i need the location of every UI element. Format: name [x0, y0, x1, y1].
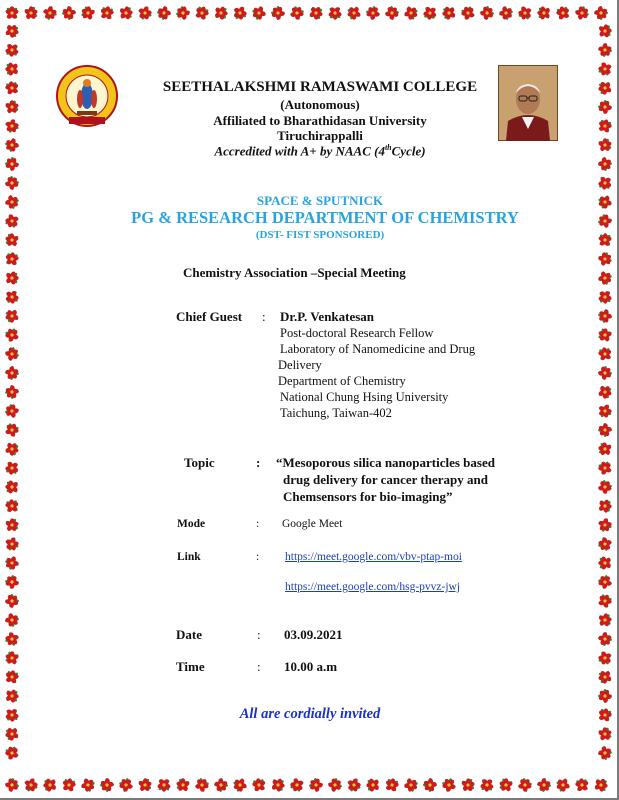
border-flower [4, 22, 21, 39]
border-flower [596, 516, 615, 535]
border-flower [596, 459, 614, 477]
border-flower [384, 777, 401, 793]
border-flower [59, 3, 79, 23]
border-flower [595, 573, 614, 592]
border-flower [4, 726, 20, 743]
link-label: Link [177, 551, 201, 563]
border-flower [2, 154, 22, 174]
border-flower [3, 440, 20, 458]
border-flower [515, 775, 534, 794]
border-flower [554, 776, 572, 794]
guest-lab-cont: Delivery [278, 358, 322, 372]
border-flower [402, 775, 421, 794]
border-flower [595, 420, 615, 440]
border-flower [193, 4, 211, 22]
border-flower [422, 5, 438, 20]
border-flower [157, 778, 171, 792]
border-flower [595, 743, 614, 763]
border-flower [61, 777, 78, 793]
border-flower [2, 775, 21, 795]
border-flower [2, 382, 22, 402]
border-flower [596, 136, 613, 154]
chief-guest-colon: : [262, 309, 266, 324]
guest-location: Taichung, Taiwan-402 [280, 406, 392, 420]
border-flower [595, 211, 614, 230]
border-flower [99, 5, 115, 21]
closing-note: All are cordially invited [239, 706, 381, 722]
border-flower [595, 97, 615, 117]
time-colon: : [257, 659, 261, 674]
date-value: 03.09.2021 [284, 627, 343, 642]
border-flower [595, 629, 615, 648]
border-flower [79, 776, 98, 795]
border-flower [4, 251, 20, 266]
chief-guest-name: Dr.P. Venkatesan [280, 309, 375, 324]
border-flower [137, 776, 154, 793]
border-flower [3, 535, 21, 553]
border-flower [591, 3, 611, 23]
mode-value: Google Meet [282, 518, 343, 530]
guest-lab: Laboratory of Nanomedicine and Drug [280, 342, 476, 356]
meet-link-1[interactable]: https://meet.google.com/vbv-ptap-moi [285, 551, 462, 563]
meet-link-2[interactable]: https://meet.google.com/hsg-pvvz-jwj [285, 581, 461, 593]
border-flower [173, 3, 192, 22]
border-flower [441, 5, 456, 21]
border-flower [231, 776, 249, 795]
border-flower [596, 326, 614, 344]
border-flower [595, 534, 614, 553]
border-flower [596, 592, 615, 610]
border-flower [363, 3, 382, 22]
border-flower [2, 572, 22, 591]
link-colon: : [256, 551, 260, 563]
border-flower [345, 4, 362, 22]
border-flower [154, 3, 173, 23]
border-flower [40, 3, 59, 22]
border-flower [598, 23, 613, 38]
border-flower [3, 630, 22, 649]
border-flower [496, 3, 515, 22]
border-flower [459, 4, 478, 22]
border-flower [597, 707, 614, 723]
border-flower [4, 516, 21, 533]
border-flower [308, 4, 325, 21]
border-flower [595, 154, 615, 174]
border-flower [516, 4, 534, 21]
border-flower [118, 5, 133, 21]
border-flower [596, 118, 613, 135]
border-flower [460, 777, 476, 794]
mode-colon: : [256, 518, 260, 530]
border-flower [4, 708, 19, 722]
border-flower [598, 498, 613, 513]
border-flower [477, 3, 497, 23]
border-flower [79, 4, 97, 23]
border-flower [4, 499, 20, 514]
border-flower [4, 669, 21, 685]
border-flower [597, 346, 613, 362]
border-flower [4, 460, 20, 476]
time-value: 10.00 a.m [284, 659, 338, 674]
event-title: Chemistry Association –Special Meeting [183, 265, 406, 280]
border-flower [3, 212, 22, 230]
border-flower [537, 6, 551, 21]
border-flower [232, 5, 249, 21]
topic-label: Topic [184, 455, 215, 470]
border-flower [251, 777, 267, 793]
border-flower [268, 3, 288, 23]
border-flower [5, 6, 19, 20]
border-flower [97, 775, 117, 795]
border-flower [175, 776, 192, 794]
border-flower [497, 776, 514, 794]
college-accreditation: Accredited with A+ by NAAC (4thCycle) [214, 143, 426, 159]
border-flower [22, 4, 39, 21]
border-flower [593, 777, 609, 793]
border-flower [597, 612, 612, 628]
border-flower [3, 421, 22, 439]
border-flower [306, 775, 325, 795]
border-flower [3, 744, 21, 762]
border-flower [597, 80, 613, 97]
border-flower [5, 688, 19, 703]
dept-sponsor: (DST- FIST SPONSORED) [255, 229, 385, 241]
college-affiliation: Affiliated to Bharathidasan University [213, 113, 427, 128]
border-flower [2, 591, 22, 611]
border-flower [2, 135, 21, 154]
dept-title: PG & RESEARCH DEPARTMENT OF CHEMISTRY [131, 208, 519, 227]
border-flower [596, 193, 614, 211]
border-flower [116, 776, 135, 795]
border-flower [250, 4, 269, 23]
border-flower [534, 775, 554, 794]
college-name: SEETHALAKSHMI RAMASWAMI COLLEGE [162, 79, 478, 95]
border-flower [366, 778, 380, 793]
border-flower [596, 250, 615, 269]
border-flower [328, 6, 343, 20]
time-label: Time [176, 659, 205, 674]
border-flower [3, 98, 20, 116]
border-flower [287, 4, 306, 23]
border-flower [5, 271, 19, 285]
border-flower [595, 477, 615, 496]
border-flower [382, 3, 402, 23]
topic-line3: Chemsensors for bio-imaging” [283, 489, 453, 504]
border-flower [598, 233, 613, 247]
border-flower [3, 553, 22, 572]
border-flower [4, 307, 21, 324]
border-flower [211, 775, 231, 795]
border-flower [2, 344, 21, 363]
border-flower [325, 775, 344, 794]
border-flower [4, 289, 20, 304]
border-flower [5, 480, 19, 495]
border-flower [420, 775, 440, 795]
college-logo [55, 64, 119, 128]
border-flower [574, 777, 590, 792]
college-city: Tiruchirappalli [277, 128, 363, 143]
border-flower [43, 777, 58, 792]
border-flower [4, 80, 20, 96]
topic-line2: drug delivery for cancer therapy and [283, 472, 488, 487]
topic-colon: : [256, 455, 261, 470]
border-flower [598, 290, 613, 304]
border-flower [596, 268, 615, 287]
border-flower [5, 62, 19, 77]
mode-label: Mode [177, 518, 206, 530]
border-flower [345, 776, 363, 793]
border-flower [596, 649, 614, 666]
dept-line1: SPACE & SPUTNICK [256, 193, 384, 208]
border-flower [554, 5, 571, 22]
guest-department: Department of Chemistry [278, 374, 406, 388]
border-flower [573, 3, 592, 22]
border-flower [480, 778, 495, 792]
border-flower [597, 175, 613, 191]
border-flower [595, 363, 615, 383]
border-flower [402, 4, 420, 23]
chief-guest-label: Chief Guest [176, 309, 243, 324]
guest-position: Post-doctoral Research Fellow [280, 326, 434, 340]
border-flower [596, 725, 613, 743]
border-flower [3, 649, 21, 667]
border-flower [22, 776, 40, 794]
border-flower [597, 441, 613, 458]
border-flower [3, 117, 22, 135]
border-flower [136, 4, 154, 22]
border-flower [2, 363, 22, 383]
college-status: (Autonomous) [280, 97, 360, 112]
border-flower [270, 777, 285, 793]
guest-university: National Chung Hsing University [280, 390, 449, 404]
topic-line1: “Mesoporous silica nanoparticles based [276, 455, 495, 470]
border-flower [288, 776, 306, 794]
border-flower [440, 776, 459, 795]
border-flower [596, 383, 613, 401]
border-flower [2, 610, 21, 629]
border-flower [595, 306, 614, 325]
border-flower [595, 40, 615, 59]
border-flower [2, 173, 22, 193]
border-flower [2, 401, 21, 420]
border-flower [596, 60, 614, 78]
border-flower [214, 5, 228, 20]
border-flower [596, 403, 613, 420]
border-flower [4, 42, 20, 57]
border-flower [597, 669, 613, 686]
date-label: Date [176, 627, 202, 642]
border-flower [3, 326, 22, 344]
border-flower [192, 776, 211, 795]
date-colon: : [257, 627, 261, 642]
border-flower [595, 686, 615, 706]
border-flower [4, 231, 21, 248]
border-flower [2, 192, 21, 211]
border-flower [598, 556, 612, 570]
